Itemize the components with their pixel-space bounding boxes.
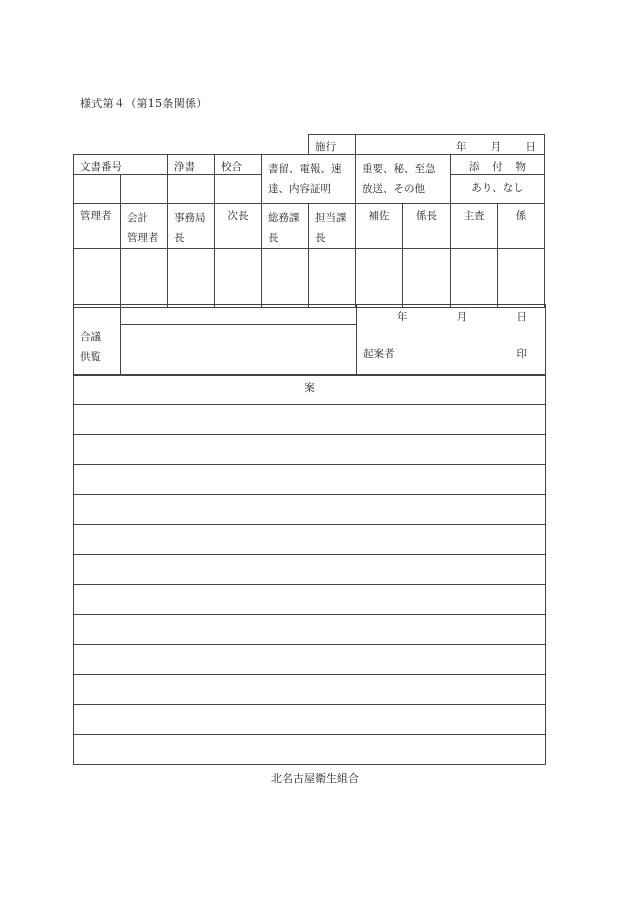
- council-label: 合議 供覧: [74, 305, 121, 375]
- draft-line[interactable]: [74, 435, 546, 465]
- kanrisha-label: 管理者: [74, 204, 121, 249]
- council-field-1[interactable]: [121, 305, 357, 325]
- form-title: 様式第４（第15条関係）: [80, 97, 208, 110]
- draft-line[interactable]: [74, 405, 546, 435]
- registered-mail-options: 書留、電報、速 達、内容証明: [262, 155, 356, 204]
- shikou-date[interactable]: [356, 135, 545, 155]
- draft-line[interactable]: [74, 615, 546, 645]
- draft-line[interactable]: [74, 735, 546, 765]
- kaikei-label: 会計 管理者: [121, 204, 168, 249]
- seal-box-jimukyoku[interactable]: [168, 249, 215, 308]
- kakari-label: 係: [498, 204, 545, 249]
- approval-table: [73, 134, 545, 308]
- draft-line[interactable]: [74, 705, 546, 735]
- doc-number-label: 文書番号: [74, 155, 168, 175]
- draft-line[interactable]: [74, 585, 546, 615]
- tantou-label: 担当課 長: [309, 204, 356, 249]
- draft-line[interactable]: [74, 645, 546, 675]
- seal-box-kaikei[interactable]: [121, 249, 168, 308]
- seal-box-kakaricho[interactable]: [403, 249, 451, 308]
- organization-name: 北名古屋衛生組合: [271, 772, 359, 785]
- kougou-label: 校合: [215, 155, 262, 175]
- draft-line[interactable]: [74, 465, 546, 495]
- seal-box-soumu[interactable]: [262, 249, 309, 308]
- attachment-yes-no[interactable]: あり、なし: [451, 175, 545, 204]
- seal-mark: 印: [516, 348, 527, 360]
- seal-box-hosa[interactable]: [356, 249, 403, 308]
- seal-box-shusa[interactable]: [451, 249, 498, 308]
- council-field-2[interactable]: [121, 325, 357, 375]
- draft-line[interactable]: [74, 525, 546, 555]
- draft-line[interactable]: [74, 675, 546, 705]
- council-table: [73, 304, 546, 375]
- attachment-label: 添 付 物: [451, 155, 545, 175]
- draft-line[interactable]: [74, 555, 546, 585]
- seal-box-jichou[interactable]: [215, 249, 262, 308]
- council-day: 日: [516, 311, 527, 323]
- hosa-label: 補佐: [356, 204, 403, 249]
- seisho-label: 浄書: [168, 155, 215, 175]
- draft-table: [73, 375, 546, 765]
- seisho-field[interactable]: [168, 175, 215, 204]
- date-month: 月: [490, 141, 502, 153]
- priority-options: 重要、秘、至急 放送、その他: [356, 155, 451, 204]
- shikou-label: 施行: [309, 135, 356, 155]
- shusa-label: 主査: [451, 204, 498, 249]
- seal-box-tantou[interactable]: [309, 249, 356, 308]
- seal-box-kakari[interactable]: [498, 249, 545, 308]
- date-year: 年: [456, 141, 467, 153]
- kougou-field[interactable]: [215, 175, 262, 204]
- council-month: 月: [456, 311, 468, 323]
- draft-line[interactable]: [74, 495, 546, 525]
- jichou-label: 次長: [215, 204, 262, 249]
- drafter-box: [357, 305, 546, 375]
- seal-box-kanrisha[interactable]: [74, 249, 121, 308]
- draft-label: 案: [74, 376, 546, 405]
- jimukyoku-label: 事務局 長: [168, 204, 215, 249]
- doc-number-field-2[interactable]: [121, 175, 168, 204]
- soumu-label: 総務課 長: [262, 204, 309, 249]
- date-day: 日: [525, 141, 536, 153]
- drafter-label: 起案者: [363, 348, 395, 360]
- doc-number-field-1[interactable]: [74, 175, 121, 204]
- council-year: 年: [397, 311, 408, 323]
- kakaricho-label: 係長: [403, 204, 451, 249]
